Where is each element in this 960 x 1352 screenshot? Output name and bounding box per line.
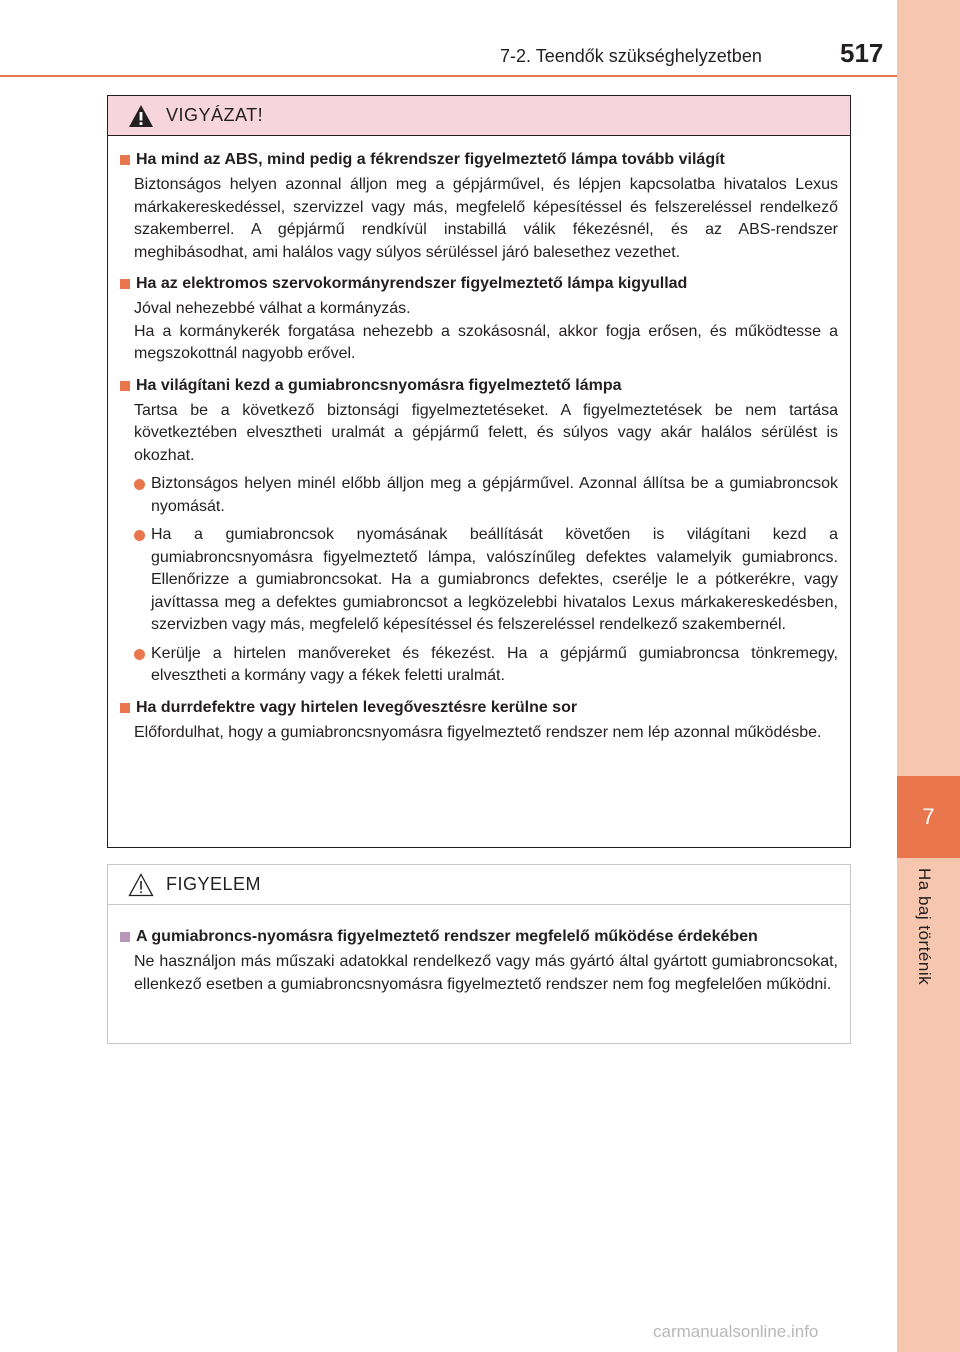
warning-item-abs: [120, 148, 838, 264]
header-rule: [0, 75, 897, 77]
item-text: Tartsa be a következő biztonsági figyelmeztetéseket. A figyelmeztetések be nem tartása következtében elvesztheti uralmát a gépjármű felett, és súlyos vagy akár halálos sérülést is okozhat.: [134, 401, 838, 464]
square-bullet-icon: [120, 703, 130, 713]
item-heading: Ha az elektromos szervokormányrendszer figyelmeztető lámpa kigyullad: [136, 275, 688, 292]
round-bullet-icon: [134, 479, 145, 490]
item-heading: Ha mind az ABS, mind pedig a fékrendszer figyelmeztető lámpa tovább világít: [136, 151, 725, 168]
warning-box-title: VIGYÁZAT!: [166, 105, 264, 125]
chapter-side-tab: [897, 0, 960, 1352]
warning-item-steering: [120, 272, 838, 366]
notice-box-header: [108, 865, 850, 905]
square-bullet-icon: [120, 155, 130, 165]
item-text: Ne használjon más műszaki adatokkal rendelkező vagy más gyártó által gyártott gumiabroncsokat, ellenkező esetben a gumiabroncsnyomásra figyelmeztető rendszer nem fog megfelelően működni.: [134, 953, 838, 993]
warning-item-blowout: [120, 696, 838, 745]
item-text: Jóval nehezebbé válhat a kormányzás.: [134, 300, 411, 317]
round-bullet-icon: [134, 530, 145, 541]
item-heading: Ha világítani kezd a gumiabroncsnyomásra figyelmeztető lámpa: [136, 376, 622, 394]
round-bullet-icon: [134, 649, 145, 660]
item-text: Előfordulhat, hogy a gumiabroncsnyomásra figyelmeztető rendszer nem lép azonnal működésbe.: [134, 723, 822, 741]
notice-box: [107, 864, 851, 1044]
page-number: 517: [840, 38, 884, 68]
item-heading: A gumiabroncs-nyomásra figyelmeztető rendszer megfelelő működése érdekében: [136, 928, 758, 945]
notice-item-tpms: [120, 925, 838, 996]
warning-item-tire-pressure: [120, 374, 838, 688]
list-item-text: Ha a gumiabroncsok nyomásának beállítását követően is világítani kezd a gumiabroncsnyomásra figyelmeztető lámpa, valószínűleg defektes valamelyik gumiabroncs. Ellenőrizze a gumiabroncsokat. Ha a gumiabroncs defektes, cserélje le a pótkerékre, vagy javíttassa meg a defektes gumiabroncsot a legközelebbi hivatalos Lexus márkakereskedésben, szervizben vagy más, megfelelő képesítéssel és felszereléssel rendelkező szakembernél.: [151, 526, 838, 633]
item-text: Biztonságos helyen azonnal álljon meg a gépjárművel, és lépjen kapcsolatba hivatalos Lexus márkakereskedéssel, szervizzel vagy más, megfelelő képesítéssel és felszereléssel rendelkező szakemberrel. A gépjármű rendkívül instabillá válik fékezésnél, és az ABS-rendszer meghibásodhat, ami halálos vagy súlyos sérüléssel járó balesethez vezethet.: [134, 176, 838, 261]
warning-box: [107, 95, 851, 848]
square-bullet-icon: [120, 932, 130, 942]
square-bullet-icon: [120, 381, 130, 391]
list-item: [134, 473, 838, 518]
item-heading: Ha durrdefektre vagy hirtelen levegővesztésre kerülne sor: [136, 698, 578, 716]
watermark: carmanualsonline.info: [653, 1322, 819, 1341]
section-title: 7-2. Teendők szükséghelyzetben: [500, 46, 762, 66]
notice-box-title: FIGYELEM: [166, 874, 262, 894]
warning-triangle-icon: [128, 104, 154, 128]
list-item-text: Kerülje a hirtelen manővereket és fékezést. Ha a gépjármű gumiabroncsa tönkremegy, elvesztheti a kormány vagy a fékek feletti uralmát.: [151, 644, 838, 684]
list-item-text: Biztonságos helyen minél előbb álljon meg a gépjárművel. Azonnal állítsa be a gumiabroncsok nyomását.: [151, 475, 838, 515]
list-item: [134, 643, 838, 688]
caution-triangle-icon: [128, 873, 154, 897]
list-item: [134, 524, 838, 637]
square-bullet-icon: [120, 279, 130, 289]
warning-box-header: [108, 96, 850, 136]
chapter-label: Ha baj történik: [915, 868, 934, 986]
item-text-2: Ha a kormánykerék forgatása nehezebb a szokásosnál, akkor fogja erősen, és működtesse a megszokottnál nagyobb erővel.: [134, 322, 838, 362]
chapter-number: 7: [897, 776, 960, 858]
